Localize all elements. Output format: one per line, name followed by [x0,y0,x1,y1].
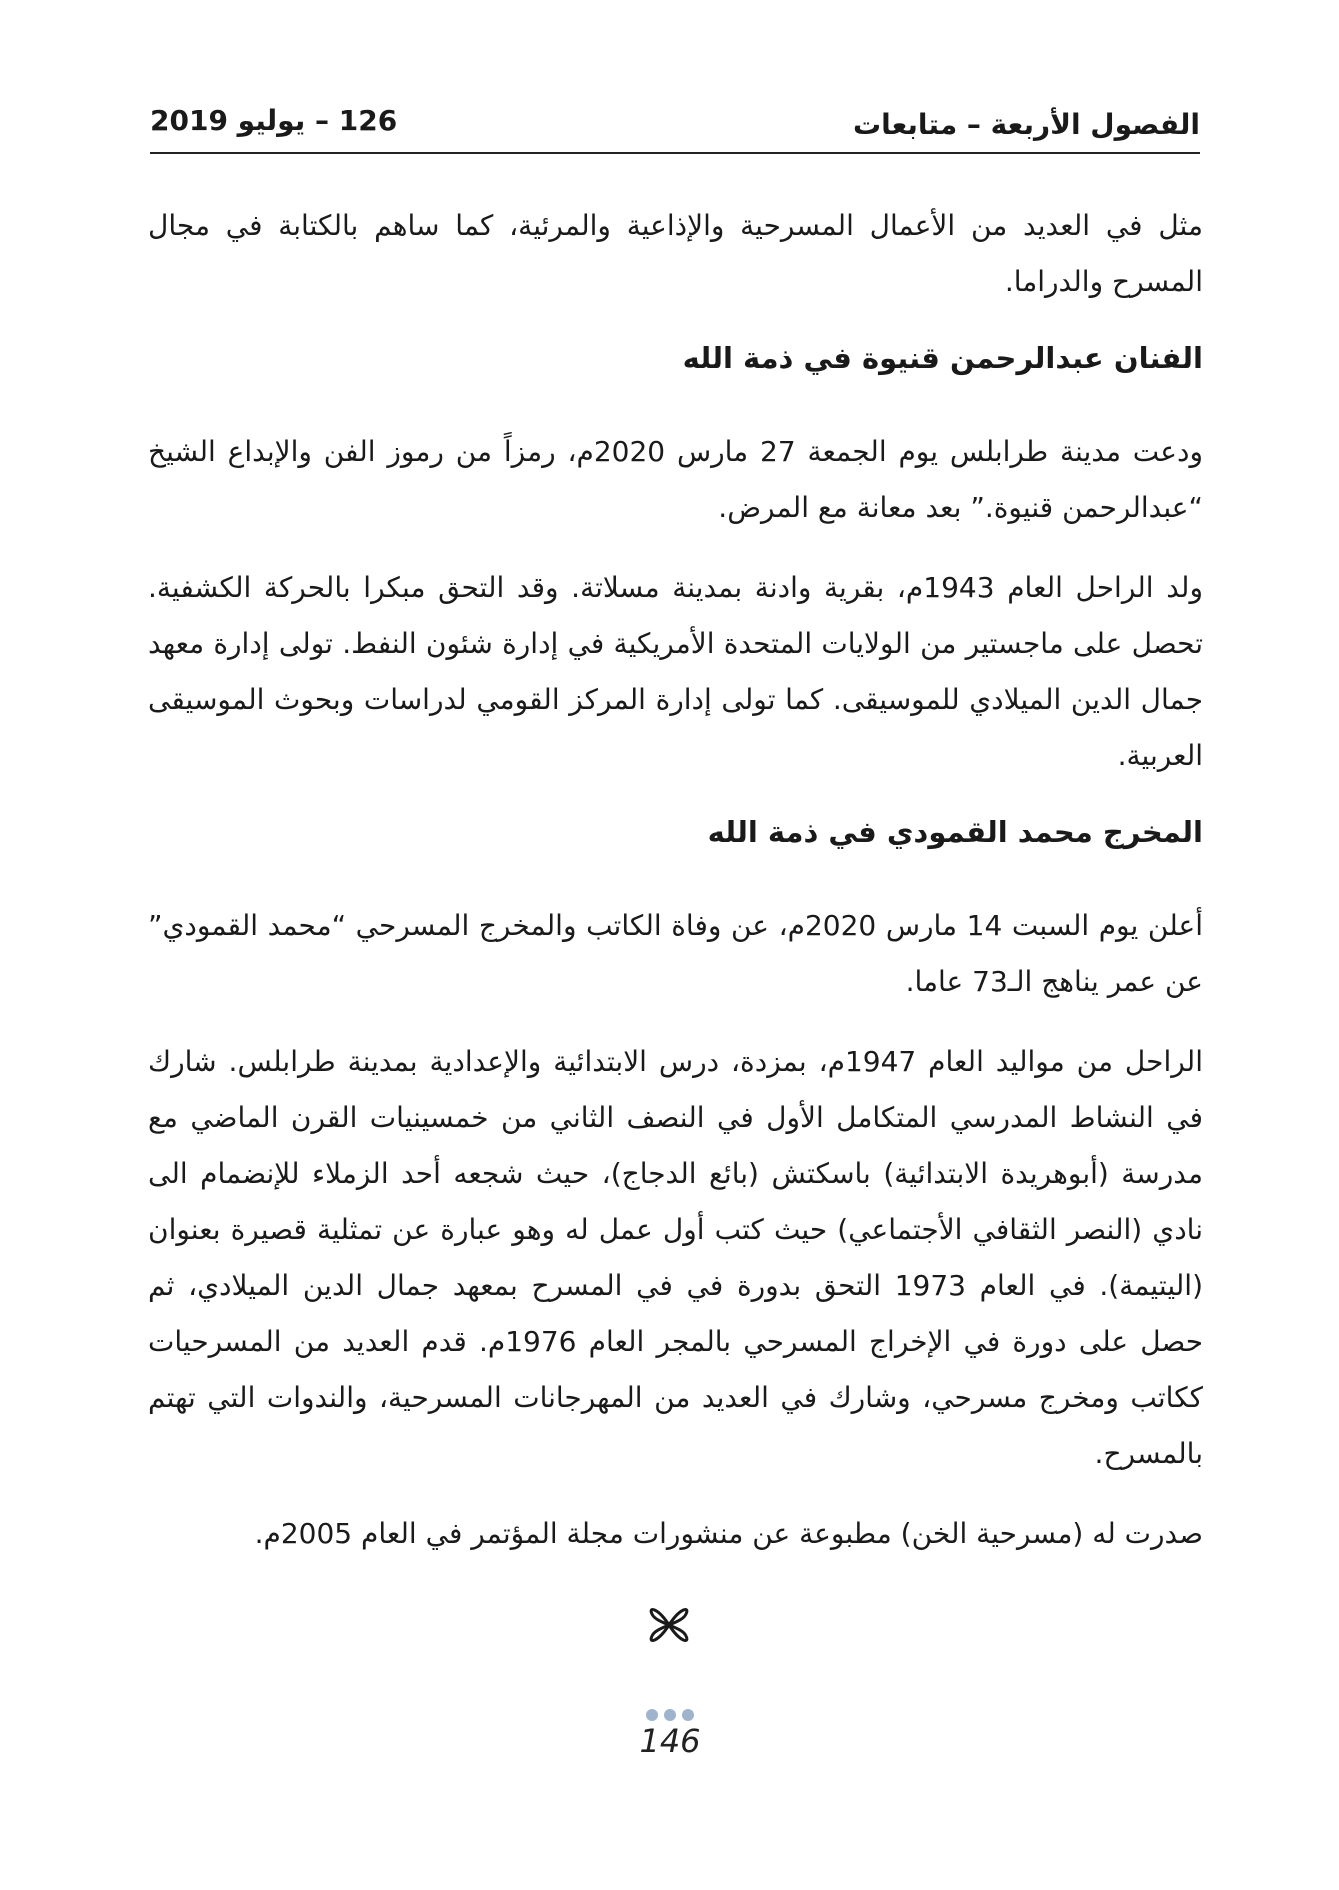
paragraph: ودعت مدينة طرابلس يوم الجمعة 27 مارس 2020م، رمزاً من رموز الفن والإبداع الشيخ “عبدالرحمن قنيوة.” بعد معانة مع المرض. [148,435,1203,524]
section-heading-qamoudi: المخرج محمد القمودي في ذمة الله [707,815,1203,849]
journal-section-title: الفصول الأربعة – متابعات [852,108,1200,141]
article-body [148,198,1203,1586]
dot [664,1709,676,1721]
page-header [150,100,1200,154]
page-number: 146 [639,1722,701,1760]
dot [682,1709,694,1721]
page-dots [644,1707,696,1723]
dot [646,1709,658,1721]
section-heading-qanioa: الفنان عبدالرحمن قنيوة في ذمة الله [682,341,1203,375]
paragraph: الراحل من مواليد العام 1947م، بمزدة، درس الابتدائية والإعدادية بمدينة طرابلس. شارك في النشاط المدرسي المتكامل الأول في النصف الثاني من خمسينيات القرن الماضي مع مدرسة (أبوهريدة الابتدائية) باسكتش (بائع الدجاج)، حيث شجعه أحد الزملاء للإنضمام الى نادي (النصر الثقافي الأجتماعي) حيث كتب أول عمل له وهو عبارة عن تمثلية قصيرة بعنوان (اليتيمة). في العام 1973 التحق بدورة في في المسرح بمعهد جمال الدين الميلادي، ثم حصل على دورة في الإخراج المسرحي بالمجر العام 1976م. قدم العديد من المسرحيات ككاتب ومخرج مسرحي، وشارك في العديد من المهرجانات المسرحية، والندوات التي تهتم بالمسرح. [148,1045,1203,1470]
issue-date: 126 – يوليو 2019 [150,104,398,137]
paragraph: أعلن يوم السبت 14 مارس 2020م، عن وفاة الكاتب والمخرج المسرحي “محمد القمودي” عن عمر يناهج الـ73 عاما. [148,909,1203,998]
paragraph: ولد الراحل العام 1943م، بقرية وادنة بمدينة مسلاتة. وقد التحق مبكرا بالحركة الكشفية. تحصل على ماجستير من الولايات المتحدة الأمريكية في إدارة شئون النفط. تولى إدارة معهد جمال الدين الميلادي للموسيقى. كما تولى إدارة المركز القومي لدراسات وبحوث الموسيقى العربية. [148,571,1203,772]
paragraph: صدرت له (مسرحية الخن) مطبوعة عن منشورات مجلة المؤتمر في العام 2005م. [254,1517,1203,1550]
butterfly-ornament-icon [644,1600,694,1650]
intro-paragraph: مثل في العديد من الأعمال المسرحية والإذاعية والمرئية، كما ساهم بالكتابة في مجال المسرح والدراما. [148,209,1203,298]
